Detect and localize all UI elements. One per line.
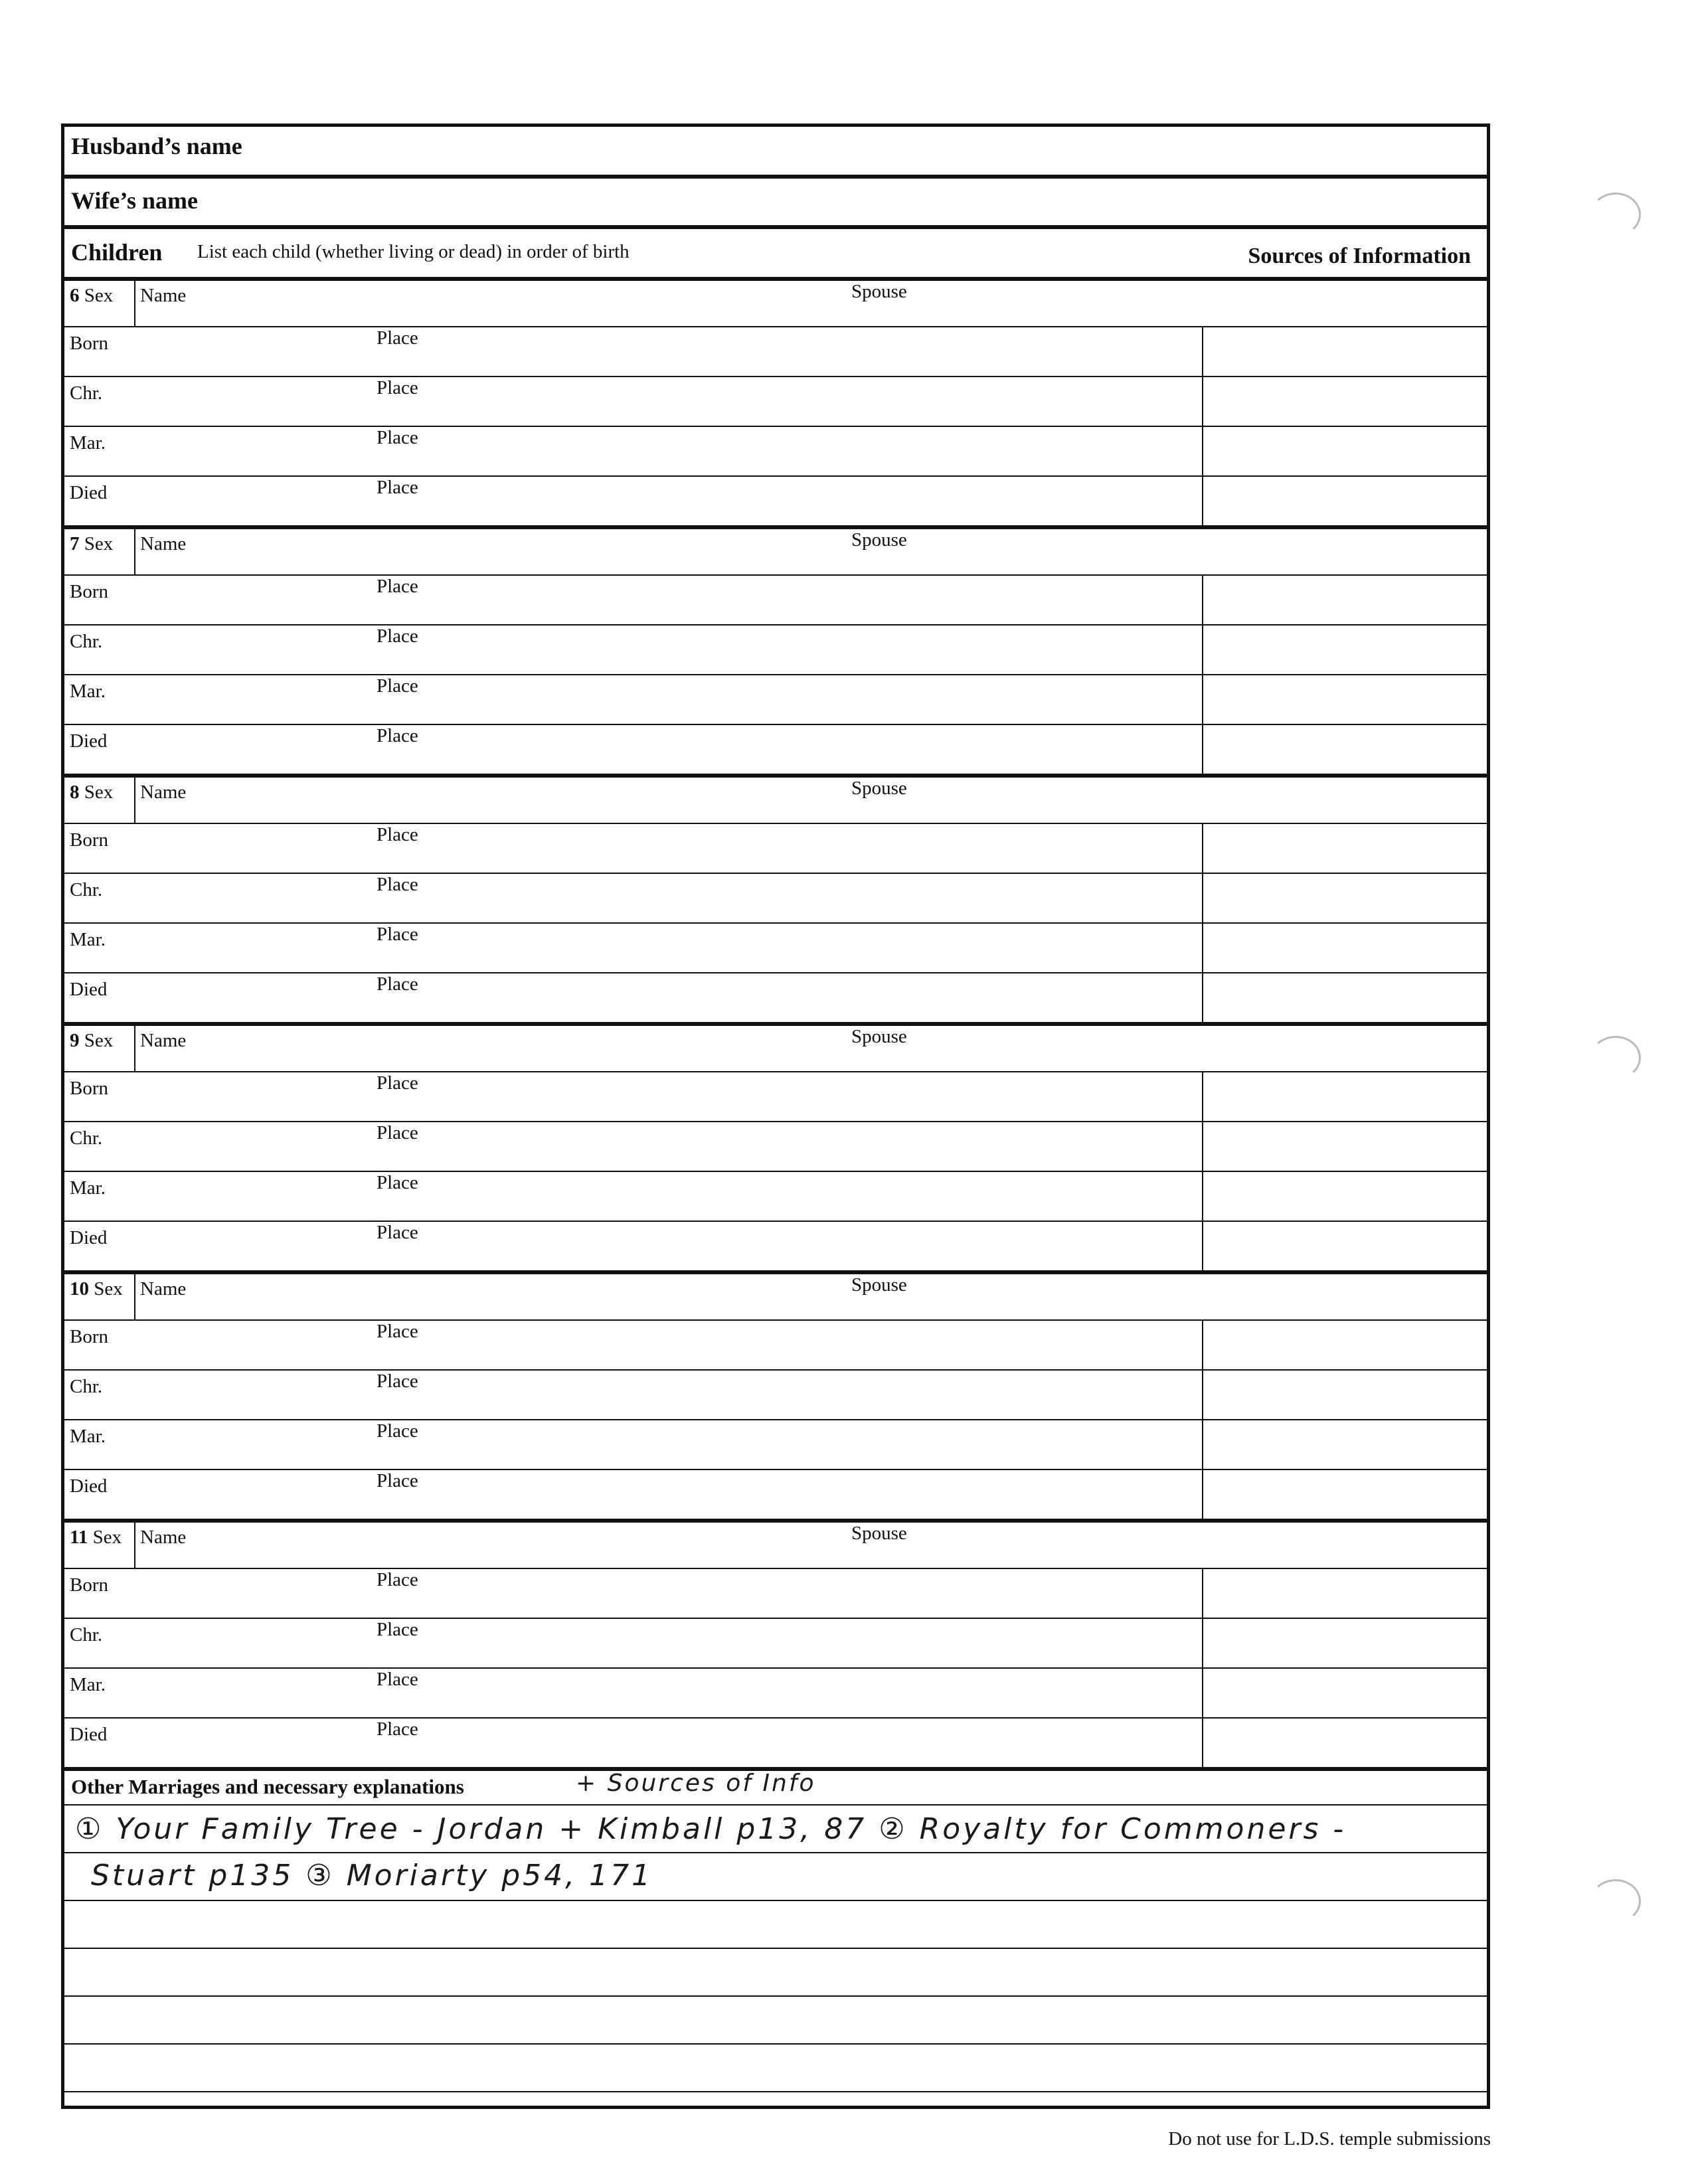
child-number-sex (70, 1527, 122, 1549)
name-label: Name (140, 1278, 187, 1300)
place-label: Place (377, 1569, 418, 1590)
divider (134, 281, 135, 327)
name-label: Name (140, 782, 187, 803)
child-block (64, 1026, 1487, 1274)
child-number: 9 (70, 1030, 80, 1051)
notes-line (64, 1804, 1487, 1806)
born-label: Born (70, 829, 108, 851)
name-label: Name (140, 1527, 187, 1548)
punch-hole-mark (1590, 193, 1641, 236)
footer-note: Do not use for L.D.S. temple submissions (1168, 2128, 1491, 2149)
child-number-sex (70, 1030, 113, 1052)
child-block (64, 529, 1487, 778)
born-label: Born (70, 1078, 108, 1099)
child-name-row (64, 1523, 1487, 1569)
died-row (64, 973, 1487, 1023)
notes-line (64, 2043, 1487, 2045)
place-label: Place (377, 1122, 418, 1143)
died-row (64, 1719, 1487, 1768)
place-label: Place (377, 675, 418, 697)
sex-label: Sex (84, 533, 114, 554)
died-label: Died (70, 482, 108, 503)
place-label: Place (377, 973, 418, 995)
place-label: Place (377, 377, 418, 398)
place-label: Place (377, 924, 418, 945)
born-label: Born (70, 333, 108, 354)
child-block (64, 778, 1487, 1026)
notes-line (64, 1995, 1487, 1997)
married-label: Mar. (70, 432, 106, 454)
name-label: Name (140, 1030, 187, 1051)
handwritten-title-addition: + Sources of Info (576, 1770, 816, 1797)
place-label: Place (377, 477, 418, 498)
divider (134, 1026, 135, 1072)
child-name-row (64, 778, 1487, 824)
place-label: Place (377, 725, 418, 746)
divider (134, 1274, 135, 1321)
wife-row (64, 179, 1487, 229)
place-label: Place (377, 576, 418, 597)
spouse-label: Spouse (851, 1026, 907, 1047)
child-number: 6 (70, 285, 80, 306)
born-row (64, 1321, 1487, 1371)
christened-label: Chr. (70, 1128, 103, 1149)
married-label: Mar. (70, 1426, 106, 1447)
child-name-row (64, 1026, 1487, 1072)
sex-label: Sex (94, 1278, 123, 1300)
born-row (64, 824, 1487, 874)
christened-label: Chr. (70, 879, 103, 900)
sources-column-divider (1202, 1321, 1203, 1519)
christened-row (64, 1619, 1487, 1669)
christened-label: Chr. (70, 1376, 103, 1397)
notes-line (64, 1948, 1487, 1949)
christened-label: Chr. (70, 631, 103, 652)
place-label: Place (377, 1172, 418, 1193)
child-name-row (64, 1274, 1487, 1321)
children-label: Children (71, 239, 163, 266)
other-marriages-section (64, 1766, 1487, 2106)
sources-column-divider (1202, 576, 1203, 774)
married-row (64, 427, 1487, 477)
child-block (64, 1523, 1487, 1771)
place-label: Place (377, 1470, 418, 1491)
child-block (64, 281, 1487, 529)
place-label: Place (377, 874, 418, 895)
married-label: Mar. (70, 929, 106, 950)
married-label: Mar. (70, 1177, 106, 1199)
sources-of-information-label: Sources of Information (1248, 244, 1471, 268)
place-label: Place (377, 327, 418, 349)
born-row (64, 327, 1487, 377)
place-label: Place (377, 1619, 418, 1640)
died-row (64, 1222, 1487, 1272)
punch-hole-mark (1590, 1879, 1641, 1923)
notes-line (64, 2091, 1487, 2092)
name-label: Name (140, 285, 187, 306)
divider (134, 529, 135, 576)
sex-label: Sex (84, 285, 114, 306)
handwritten-note-line-1: ① Your Family Tree - Jordan + Kimball p13, 87 ② Royalty for Commoners - (75, 1812, 1347, 1846)
sources-column-divider (1202, 327, 1203, 525)
child-number: 8 (70, 782, 80, 803)
child-name-row (64, 529, 1487, 576)
born-row (64, 1072, 1487, 1122)
spouse-label: Spouse (851, 1523, 907, 1544)
married-row (64, 924, 1487, 973)
died-label: Died (70, 979, 108, 1000)
children-header (64, 229, 1487, 281)
place-label: Place (377, 626, 418, 647)
place-label: Place (377, 1719, 418, 1740)
wife-name-label: Wife’s name (71, 187, 198, 214)
child-name-row (64, 281, 1487, 327)
spouse-label: Spouse (851, 1274, 907, 1296)
married-label: Mar. (70, 681, 106, 702)
sex-label: Sex (84, 782, 114, 803)
born-label: Born (70, 581, 108, 602)
place-label: Place (377, 1072, 418, 1094)
died-label: Died (70, 1227, 108, 1248)
child-block (64, 1274, 1487, 1523)
child-number-sex (70, 1278, 123, 1300)
child-number-sex (70, 782, 113, 803)
married-row (64, 1420, 1487, 1470)
divider (134, 1523, 135, 1569)
children-instruction: List each child (whether living or dead) in order of birth (197, 241, 630, 262)
married-row (64, 1172, 1487, 1222)
place-label: Place (377, 1371, 418, 1392)
husband-name-label: Husband’s name (71, 133, 242, 159)
handwritten-note-line-2: Stuart p135 ③ Moriarty p54, 171 (91, 1859, 653, 1892)
born-row (64, 576, 1487, 626)
notes-line (64, 1900, 1487, 1901)
place-label: Place (377, 1669, 418, 1690)
christened-row (64, 874, 1487, 924)
christened-label: Chr. (70, 1624, 103, 1645)
born-row (64, 1569, 1487, 1619)
child-number: 11 (70, 1527, 88, 1548)
died-row (64, 725, 1487, 775)
name-label: Name (140, 533, 187, 554)
place-label: Place (377, 824, 418, 845)
sex-label: Sex (92, 1527, 122, 1548)
sex-label: Sex (84, 1030, 114, 1051)
child-number-sex (70, 285, 113, 307)
place-label: Place (377, 1321, 418, 1342)
notes-line (64, 1852, 1487, 1853)
sources-column-divider (1202, 1569, 1203, 1767)
child-number: 7 (70, 533, 80, 554)
born-label: Born (70, 1326, 108, 1347)
sources-column-divider (1202, 824, 1203, 1022)
spouse-label: Spouse (851, 281, 907, 302)
divider (134, 778, 135, 824)
punch-hole-mark (1590, 1036, 1641, 1080)
place-label: Place (377, 427, 418, 448)
married-row (64, 675, 1487, 725)
child-number: 10 (70, 1278, 89, 1300)
christened-row (64, 626, 1487, 675)
christened-row (64, 377, 1487, 427)
place-label: Place (377, 1420, 418, 1442)
died-label: Died (70, 1475, 108, 1497)
place-label: Place (377, 1222, 418, 1243)
christened-row (64, 1371, 1487, 1420)
child-number-sex (70, 533, 113, 555)
spouse-label: Spouse (851, 778, 907, 799)
born-label: Born (70, 1574, 108, 1596)
died-row (64, 477, 1487, 527)
sources-column-divider (1202, 1072, 1203, 1270)
other-marriages-title: Other Marriages and necessary explanations (71, 1775, 464, 1798)
christened-row (64, 1122, 1487, 1172)
died-row (64, 1470, 1487, 1520)
married-row (64, 1669, 1487, 1719)
husband-row (64, 127, 1487, 179)
died-label: Died (70, 1724, 108, 1745)
spouse-label: Spouse (851, 529, 907, 550)
married-label: Mar. (70, 1674, 106, 1695)
died-label: Died (70, 730, 108, 752)
family-group-form (61, 124, 1490, 2109)
christened-label: Chr. (70, 382, 103, 404)
